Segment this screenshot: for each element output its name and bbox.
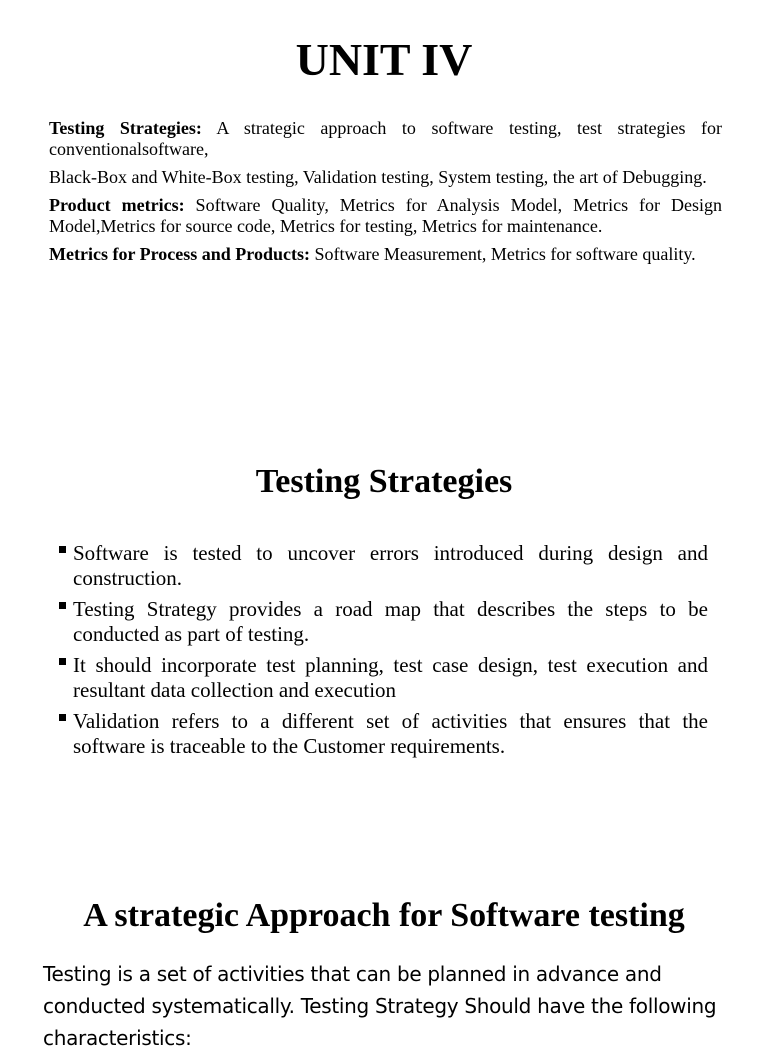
testing-strategies-list: [58, 541, 708, 765]
list-item-text: Testing Strategy provides a road map that describes the steps to be conducted as part of testing.: [73, 597, 708, 646]
testing-strategies-heading: Testing Strategies: [255, 463, 513, 500]
syllabus-process-metrics: [49, 244, 722, 265]
list-item: [58, 653, 708, 702]
process-metrics-text: Software Measurement, Metrics for software quality.: [309, 244, 696, 264]
list-item: [58, 541, 708, 590]
syllabus-blackbox: Black-Box and White-Box testing, Validation testing, System testing, the art of Debugging.: [49, 167, 707, 187]
list-item-text: Software is tested to uncover errors introduced during design and construction.: [73, 541, 708, 590]
unit-title: UNIT IV: [295, 34, 473, 85]
strategic-approach-heading: A strategic Approach for Software testing: [83, 897, 685, 934]
product-metrics-label: Product metrics:: [49, 195, 185, 215]
syllabus-product-metrics: [49, 195, 722, 237]
process-metrics-label: Metrics for Process and Products:: [49, 244, 310, 264]
square-bullet-icon: [59, 546, 66, 553]
syllabus-block: [49, 118, 722, 272]
square-bullet-icon: [59, 658, 66, 665]
syllabus-testing-strategies: [49, 118, 722, 160]
product-metrics-text: Software Quality, Metrics for Analysis Model, Metrics for Design Model,Metrics for source code, Metrics for testing, Metrics for maintenance.: [49, 195, 722, 236]
list-item-text: Validation refers to a different set of activities that ensures that the software is traceable to the Customer requirements.: [73, 709, 708, 758]
testing-strategies-label: Testing Strategies:: [49, 118, 202, 138]
testing-strategies-text: A strategic approach to software testing, test strategies for conventionalsoftware,: [49, 118, 722, 159]
square-bullet-icon: [59, 602, 66, 609]
square-bullet-icon: [59, 714, 66, 721]
list-item: [58, 597, 708, 646]
list-item: [58, 709, 708, 758]
list-item-text: It should incorporate test planning, test case design, test execution and resultant data collection and execution: [73, 653, 708, 702]
strategic-approach-text: Testing is a set of activities that can be planned in advance and conducted systematically. Testing Strategy Should have the following characteristics:: [43, 962, 717, 1050]
